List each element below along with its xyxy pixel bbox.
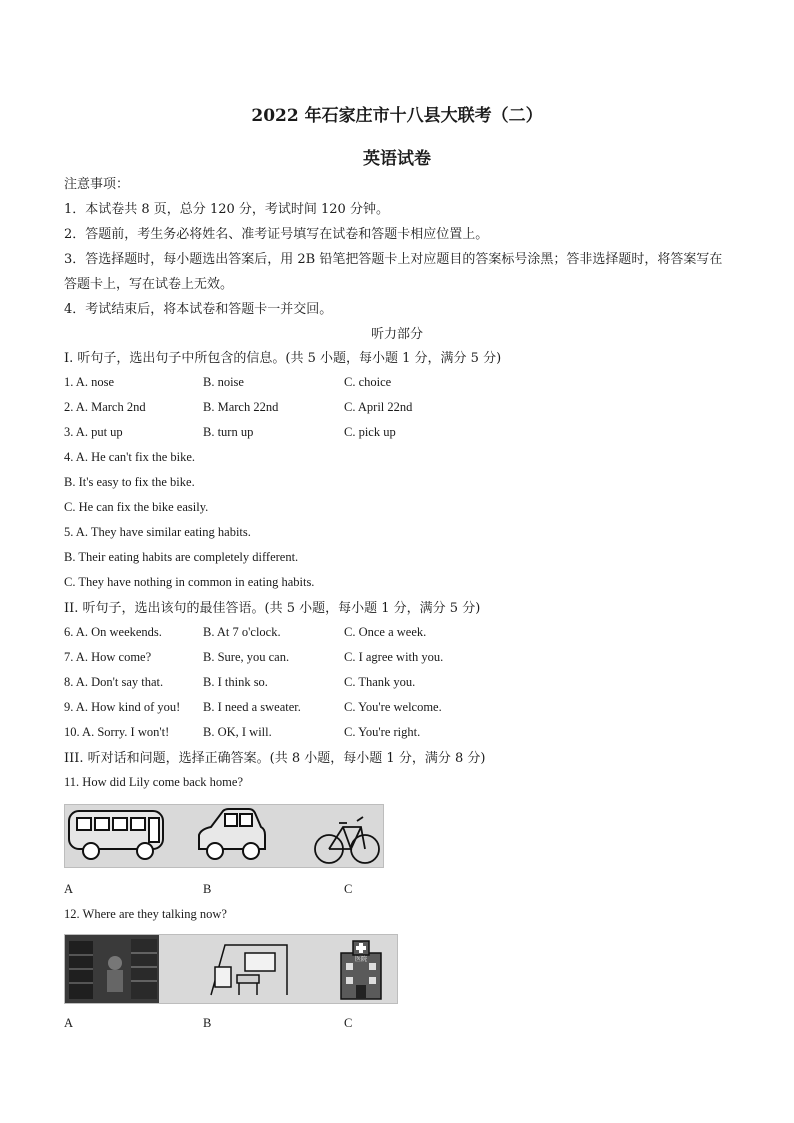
q5-option-b: B. Their eating habits are completely different. — [64, 550, 299, 564]
bicycle-icon — [315, 817, 379, 863]
note-item-1: 1．本试卷共 8 页，总分 120 分，考试时间 120 分钟。 — [64, 202, 389, 217]
library-icon — [65, 935, 159, 1003]
q1-option-a: 1. A. nose — [64, 375, 114, 389]
q10-option-b: B. OK, I will. — [203, 725, 272, 739]
hospital-icon — [341, 941, 381, 999]
q10-option-a: 10. A. Sorry. I won't! — [64, 725, 170, 739]
q4-option-c: C. He can fix the bike easily. — [64, 500, 209, 514]
q12-label-b: B — [203, 1016, 212, 1030]
q10-option-c: C. You're right. — [344, 725, 421, 739]
note-item-4: 4．考试结束后，将本试卷和答题卡一并交回。 — [64, 302, 333, 317]
q3-option-c: C. pick up — [344, 425, 396, 439]
q4-option-b: B. It's easy to fix the bike. — [64, 475, 195, 489]
bus-icon — [69, 811, 163, 859]
section2-instruction: II. 听句子，选出该句的最佳答语。(共 5 小题，每小题 1 分，满分 5 分) — [64, 601, 481, 616]
q6-option-c: C. Once a week. — [344, 625, 427, 639]
q12-label-a: A — [64, 1016, 74, 1030]
section3-instruction: III. 听对话和问题，选择正确答案。(共 8 小题，每小题 1 分，满分 8 分) — [64, 751, 486, 766]
q12-picture-strip — [64, 934, 398, 1004]
q9-option-b: B. I need a sweater. — [203, 700, 301, 714]
note-item-3: 3．答选择题时，每小题选出答案后，用 2B 铅笔把答题卡上对应题目的答案标号涂黑；答非选择题时，将答案写在答题卡上，写在试卷上无效。 — [64, 252, 723, 292]
q12-question: 12. Where are they talking now? — [64, 907, 227, 921]
exam-subtitle: 英语试卷 — [363, 149, 431, 169]
q2-option-a: 2. A. March 2nd — [64, 400, 146, 414]
place-illustrations — [65, 935, 397, 1003]
q5-option-a: 5. A. They have similar eating habits. — [64, 525, 251, 539]
listening-heading: 听力部分 — [370, 327, 423, 342]
classroom-icon — [211, 945, 287, 995]
q11-question: 11. How did Lily come back home? — [64, 775, 244, 789]
hospital-sign: 医院 — [354, 956, 368, 963]
q8-option-c: C. Thank you. — [344, 675, 416, 689]
notes-heading: 注意事项： — [64, 177, 130, 192]
q3-option-b: B. turn up — [203, 425, 254, 439]
q4-option-a: 4. A. He can't fix the bike. — [64, 450, 196, 464]
car-icon — [199, 809, 265, 859]
q6-option-b: B. At 7 o'clock. — [203, 625, 281, 639]
note-item-2: 2．答题前，考生务必将姓名、准考证号填写在试卷和答题卡相应位置上。 — [64, 227, 489, 242]
q3-option-a: 3. A. put up — [64, 425, 123, 439]
q11-picture-strip — [64, 804, 384, 868]
q1-option-b: B. noise — [203, 375, 244, 389]
q12-label-c: C — [344, 1016, 353, 1030]
section1-instruction: I. 听句子，选出句子中所包含的信息。(共 5 小题，每小题 1 分，满分 5 分) — [64, 351, 502, 366]
q7-option-c: C. I agree with you. — [344, 650, 444, 664]
q8-option-a: 8. A. Don't say that. — [64, 675, 164, 689]
q1-option-c: C. choice — [344, 375, 392, 389]
q9-option-c: C. You're welcome. — [344, 700, 442, 714]
exam-title: 2022 年石家庄市十八县大联考（二） — [251, 106, 543, 126]
q8-option-b: B. I think so. — [203, 675, 268, 689]
q5-option-c: C. They have nothing in common in eating habits. — [64, 575, 315, 589]
transport-illustrations — [65, 805, 383, 867]
q9-option-a: 9. A. How kind of you! — [64, 700, 181, 714]
q7-option-a: 7. A. How come? — [64, 650, 152, 664]
q7-option-b: B. Sure, you can. — [203, 650, 290, 664]
q6-option-a: 6. A. On weekends. — [64, 625, 162, 639]
q11-label-c: C — [344, 882, 353, 896]
q11-label-b: B — [203, 882, 212, 896]
q11-label-a: A — [64, 882, 74, 896]
q2-option-b: B. March 22nd — [203, 400, 279, 414]
q2-option-c: C. April 22nd — [344, 400, 413, 414]
